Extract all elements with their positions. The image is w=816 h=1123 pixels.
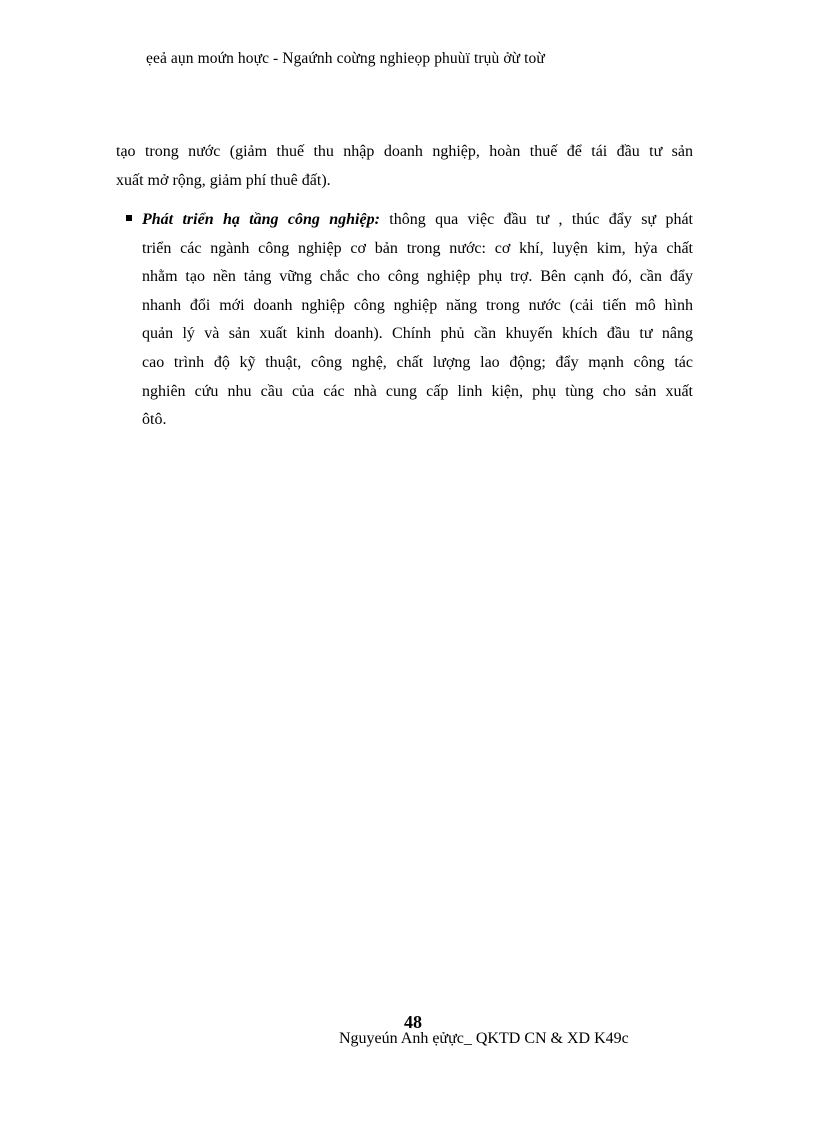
bullet-line: nhằm tạo nền tảng vững chắc cho công nghiệp phụ trợ. Bên cạnh đó, cần đẩy (142, 268, 693, 286)
bullet-line: nhanh đổi mới doanh nghiệp công nghiệp năng trong nước (cải tiến mô hình (142, 296, 693, 314)
bullet-line: cao trình độ kỹ thuật, công nghệ, chất lượng lao động; đẩy mạnh công tác (142, 353, 693, 371)
square-bullet-icon (126, 215, 132, 221)
bullet-line: nghiên cứu nhu cầu của các nhà cung cấp linh kiện, phụ tùng cho sản xuất (142, 382, 693, 400)
bullet-first-line-rest: thông qua việc đầu tư , thúc đẩy sự phát (379, 211, 693, 228)
bullet-title: Phát triển hạ tầng công nghiệp: (142, 211, 380, 228)
running-footer: Nguyeún Anh ẹửực_ QKTD CN & XD K49c (339, 1030, 629, 1047)
paragraph-continuation (116, 138, 693, 195)
paragraph-line: tạo trong nước (giảm thuế thu nhập doanh nghiệp, hoàn thuế để tái đầu tư sản (116, 143, 693, 160)
bullet-line: triển các ngành công nghiệp cơ bản trong nước: cơ khí, luyện kim, hỷa chất (142, 239, 693, 257)
bullet-text (142, 206, 693, 435)
bullet-first-line (142, 206, 693, 235)
bullet-line: ôtô. (142, 411, 167, 429)
running-header: ẹeả aụn moứn hoực - Ngaứnh coừng nghieọp phuùï trụù ởừ toừ (146, 50, 545, 67)
bullet-line: quản lý và sản xuất kinh doanh). Chính phủ cần khuyến khích đầu tư nâng (142, 325, 693, 343)
paragraph-line: xuất mở rộng, giảm phí thuê đất). (116, 171, 331, 189)
page-number: 48 (404, 1012, 422, 1032)
